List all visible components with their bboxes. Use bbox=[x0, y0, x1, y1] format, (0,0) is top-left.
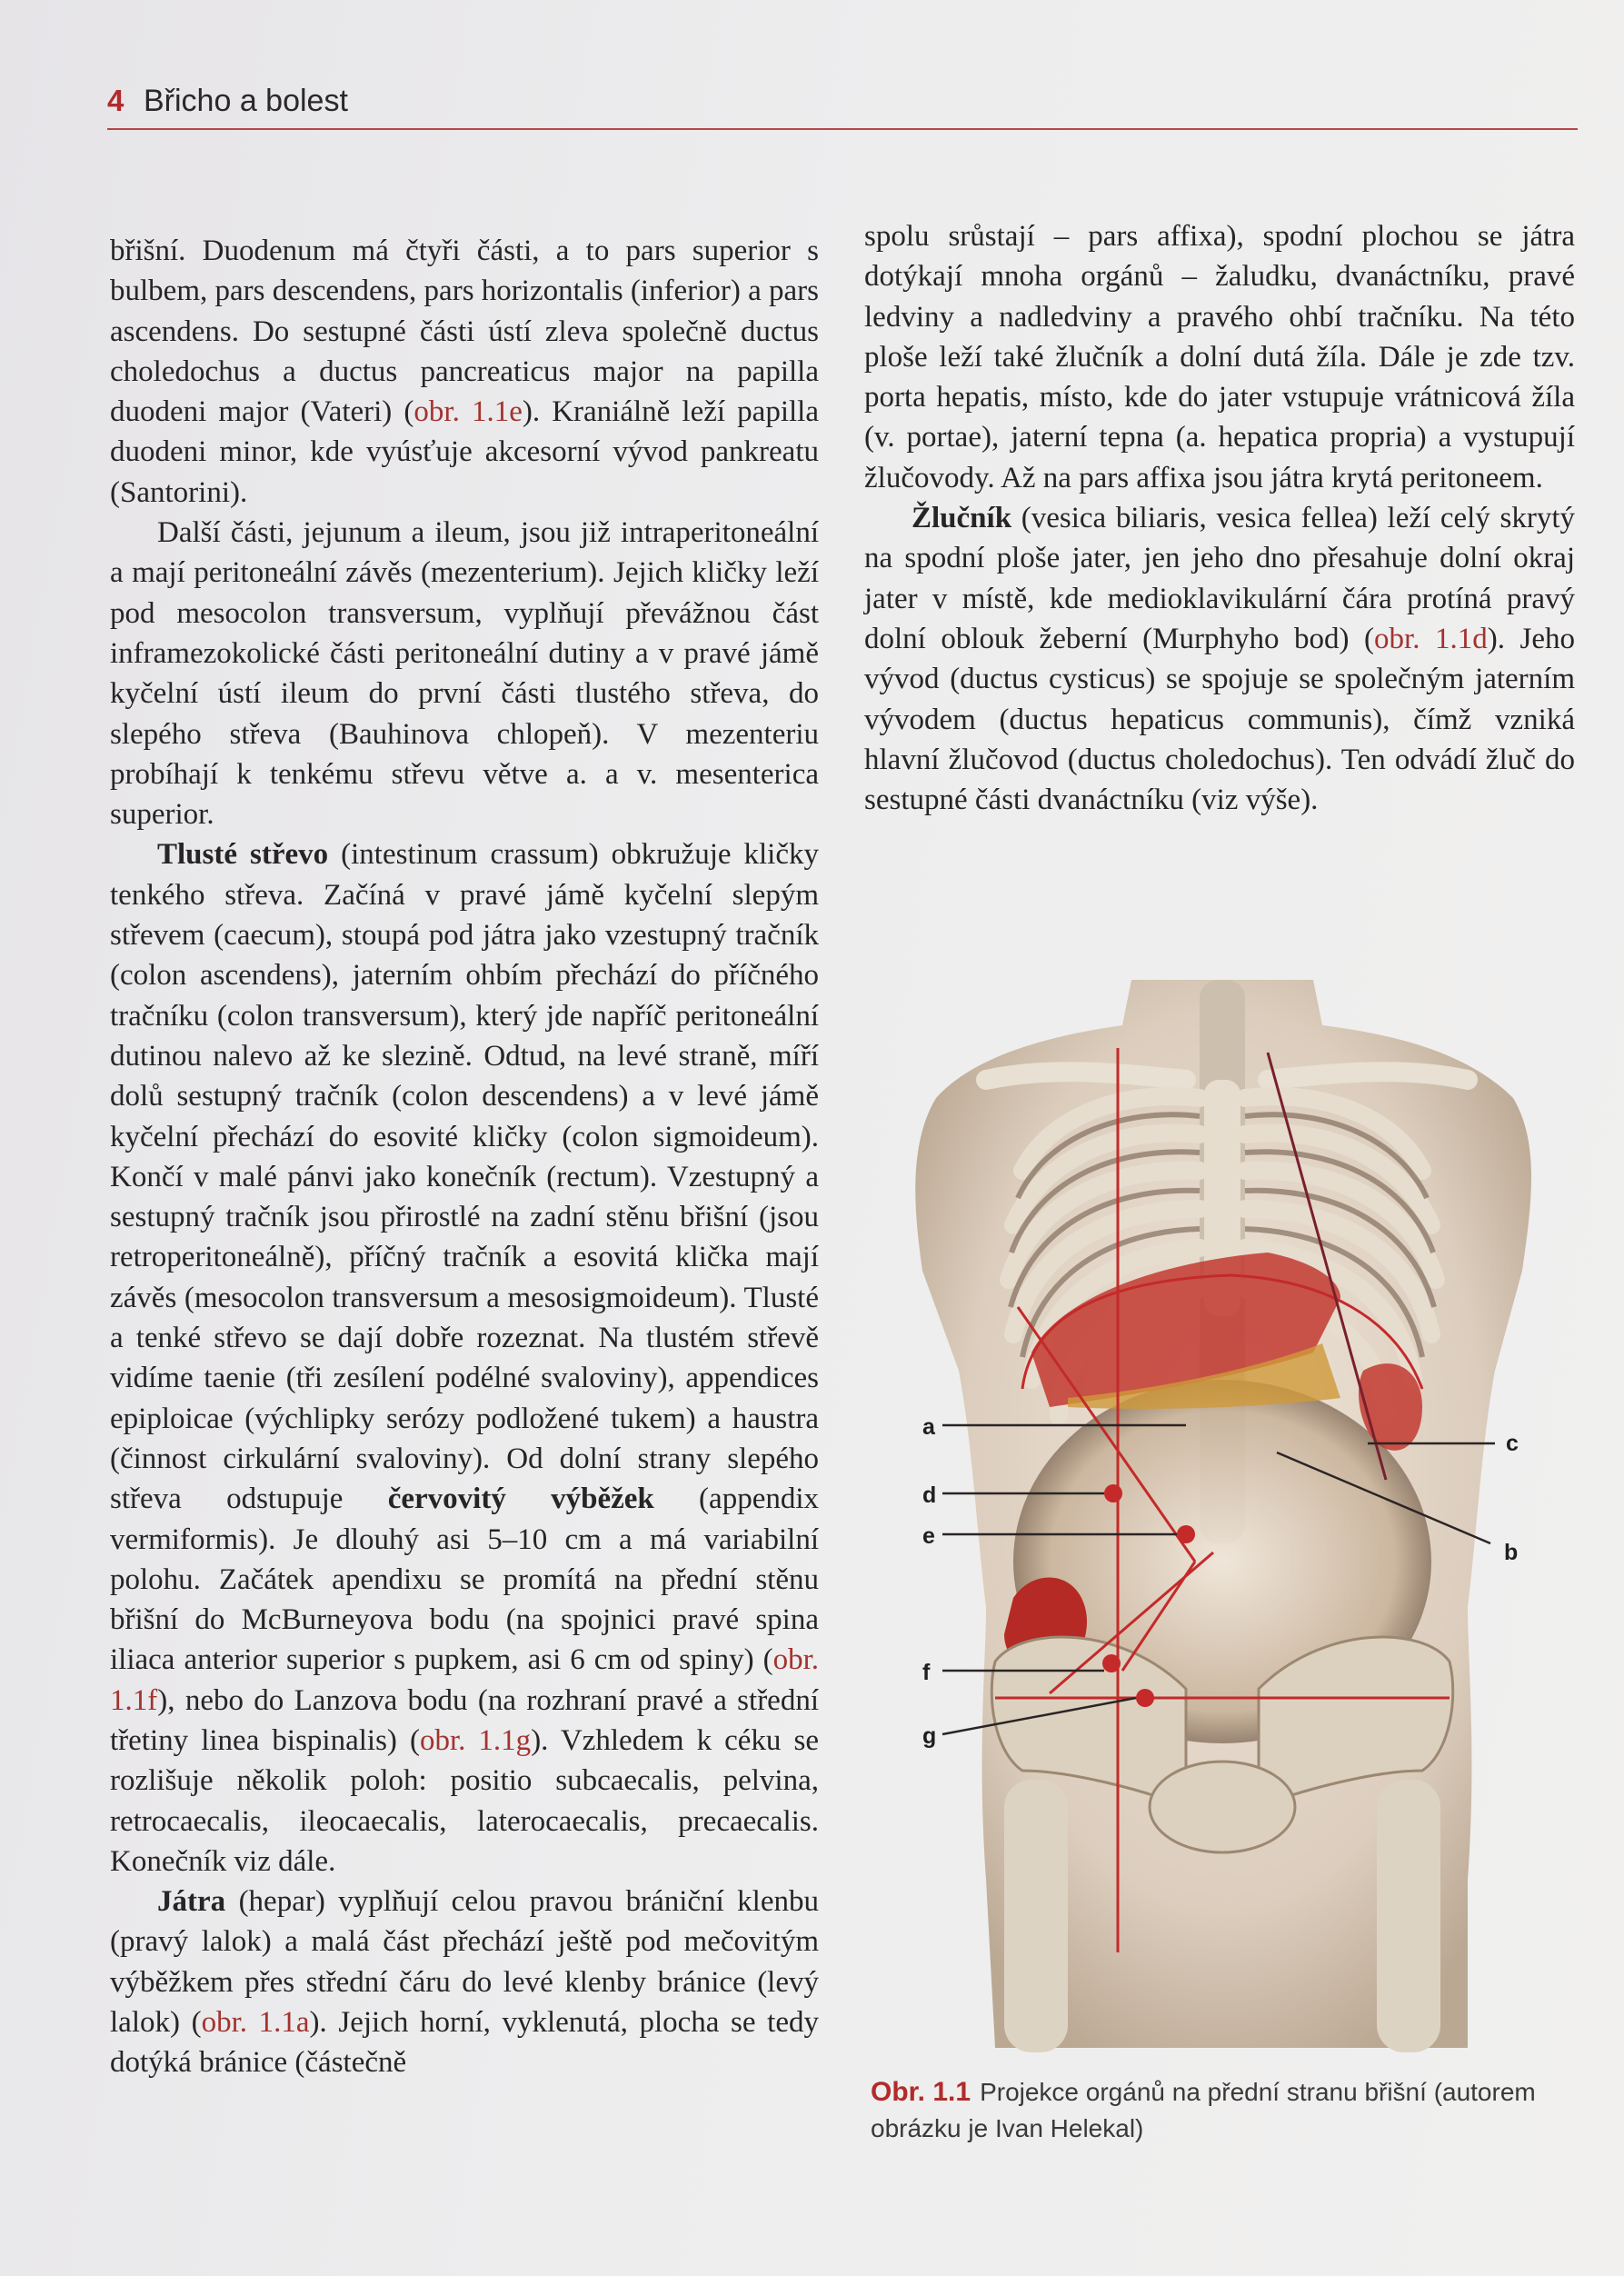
label-b: b bbox=[1504, 1540, 1519, 1565]
text-run: ). Jeho vývod (ductus cysticus) se spojuje se společným jaterním vývodem (ductus hepaticus communis), čímž vzniká hlavní žlučovod (ductus choledochus). Ten odvádí žluč do sestupné části dvanáctníku (viz výše). bbox=[864, 622, 1576, 817]
paragraph-jejunum-ileum: Další části, jejunum a ileum, jsou již intraperitoneální a mají peritoneální závěs (mezenterium). Jejich kličky leží pod mesocolon transversum, vyplňují převážnou část inframezokolické části peritoneální dutiny a v pravé jámě kyčelní ústí ileum do první části tlustého střeva, do slepého střeva (Bauhinova chlopeň). V mezenteriu probíhají k tenkému střevu větve a. a v. mesenterica superior. bbox=[110, 516, 819, 832]
header-rule bbox=[107, 128, 1578, 130]
femur-right bbox=[1004, 1780, 1068, 2052]
label-c: c bbox=[1506, 1431, 1519, 1456]
text-run: ). Vzhledem k céku se rozlišuje několik poloh: positio subcaecalis, pelvina, retrocaecalis, ileocaecalis, laterocaecalis, precaecalis. Konečník viz dále. bbox=[110, 1723, 819, 1878]
right-column bbox=[864, 216, 1575, 820]
text-run: ). Jejich horní, vyklenutá, plocha se tedy dotýká bránice (částečně bbox=[110, 2006, 819, 2080]
text-run: (appendix vermiformis). Je dlouhý asi 5–10 cm a má variabilní polohu. Začátek apendixu se promítá na přední stěnu břišní do McBurneyova bodu (na spojnici pravé spina iliaca anterior superior s pupkem, asi 6 cm od spiny) ( bbox=[110, 1482, 820, 1677]
left-column bbox=[110, 231, 819, 2083]
term-liver: Játra bbox=[157, 1885, 226, 1919]
paragraph-colon bbox=[110, 834, 819, 1882]
figure-ref-1-1f[interactable]: obr. 1.1f bbox=[110, 1643, 819, 1717]
paragraph-duodenum bbox=[110, 231, 819, 513]
anatomy-figure bbox=[886, 971, 1559, 2052]
point-f bbox=[1102, 1654, 1121, 1672]
figure-ref-1-1e[interactable]: obr. 1.1e bbox=[413, 395, 523, 429]
label-e: e bbox=[922, 1523, 935, 1549]
running-title: Břicho a bolest bbox=[144, 84, 348, 118]
label-f: f bbox=[922, 1660, 931, 1685]
caption-number: Obr. 1.1 bbox=[871, 2077, 971, 2107]
point-g bbox=[1136, 1689, 1154, 1707]
page-number: 4 bbox=[107, 84, 125, 117]
label-d: d bbox=[922, 1482, 937, 1508]
text-run: (vesica biliaris, vesica fellea) leží celý skrytý na spodní ploše jater, jen jeho dno přesahuje dolní okraj jater v místě, kde medioklavikulární čára protíná pravý dolní oblouk žeberní (Murphyho bod) ( bbox=[864, 502, 1575, 655]
paragraph-liver bbox=[110, 1882, 819, 2082]
label-g: g bbox=[922, 1723, 937, 1749]
paragraph-liver-cont: spolu srůstají – pars affixa), spodní plochou se játra dotýkají mnoha orgánů – žaludku, dvanáctníku, pravé ledviny a nadledviny a pravého ohbí tračníku. Na této ploše leží také žlučník a dolní dutá žíla. Dále je zde tzv. porta hepatis, místo, kde do jater vstupuje vrátnicová žíla (v. portae), jaterní tepna (a. hepatica propria) a vystupují žlučovody. Až na pars affixa jsou játra krytá peritoneem. bbox=[864, 220, 1575, 494]
point-d bbox=[1104, 1484, 1122, 1502]
figure-caption bbox=[871, 2074, 1561, 2147]
term-appendix: červovitý výběžek bbox=[387, 1482, 654, 1516]
text-run: (hepar) vyplňují celou pravou brániční klenbu (pravý lalok) a malá část přechází ještě pod mečovitým výběžkem přes střední čáru do levé klenby bránice (levý lalok) ( bbox=[110, 1885, 819, 2040]
figure-ref-1-1a[interactable]: obr. 1.1a bbox=[201, 2006, 310, 2040]
point-e bbox=[1177, 1525, 1195, 1543]
caption-text: Projekce orgánů na přední stranu břišní (autorem obrázku je Ivan Helekal) bbox=[871, 2078, 1536, 2142]
clavicle-right bbox=[986, 1072, 1186, 1080]
term-colon: Tlusté střevo bbox=[157, 838, 329, 872]
paragraph-gallbladder bbox=[864, 498, 1575, 820]
figure-ref-1-1g[interactable]: obr. 1.1g bbox=[419, 1723, 532, 1757]
label-a: a bbox=[922, 1414, 935, 1440]
page-header bbox=[107, 84, 1578, 135]
femur-left bbox=[1377, 1780, 1440, 2052]
text-run: ). Kraniálně leží papilla duodeni minor, kde vyúsťuje akcesorní vývod pankreatu (Santorini). bbox=[110, 395, 819, 509]
clavicle-left bbox=[1268, 1072, 1468, 1080]
term-gallbladder: Žlučník bbox=[912, 502, 1012, 535]
text-run: (intestinum crassum) obkružuje kličky tenkého střeva. Začíná v pravé jámě kyčelní slepým střevem (caecum), stoupá pod játra jako vzestupný tračník (colon ascendens), jaterním ohbím přechází do příčného tračníku (colon transversum), který jde napříč peritoneální dutinou nalevo až ke slezině. Odtud, na levé straně, míří dolů sestupný tračník (colon descendens) a v levé jámě kyčelní přechází do esovité kličky (colon sigmoideum). Končí v malé pánvi jako konečník (rectum). Vzestupný a sestupný tračník jsou přirostlé na zadní stěnu břišní (jsou retroperitoneálně), příčný tračník a esovitá klička mají závěs (mesocolon transversum a mesosigmoideum). Tlusté a tenké střevo se dají dobře rozeznat. Na tlustém střevě vidíme taenie (tři zesílení podélné svaloviny), appendices epiploicae (výchlipky serózy podložené tukem) a haustra (činnost cirkulární svaloviny). Od dolní strany slepého střeva odstupuje bbox=[110, 838, 819, 1516]
text-run: ), nebo do Lanzova bodu (na rozhraní pravé a střední třetiny linea bispinalis) ( bbox=[110, 1683, 819, 1757]
text-run: břišní. Duodenum má čtyři části, a to pars superior s bulbem, pars descendens, pars horizontalis (inferior) a pars ascendens. Do sestupné části ústí zleva společně ductus choledochus a ductus pancreaticus major na papilla duodeni major (Vateri) ( bbox=[110, 235, 819, 429]
figure-ref-1-1d[interactable]: obr. 1.1d bbox=[1374, 622, 1488, 655]
